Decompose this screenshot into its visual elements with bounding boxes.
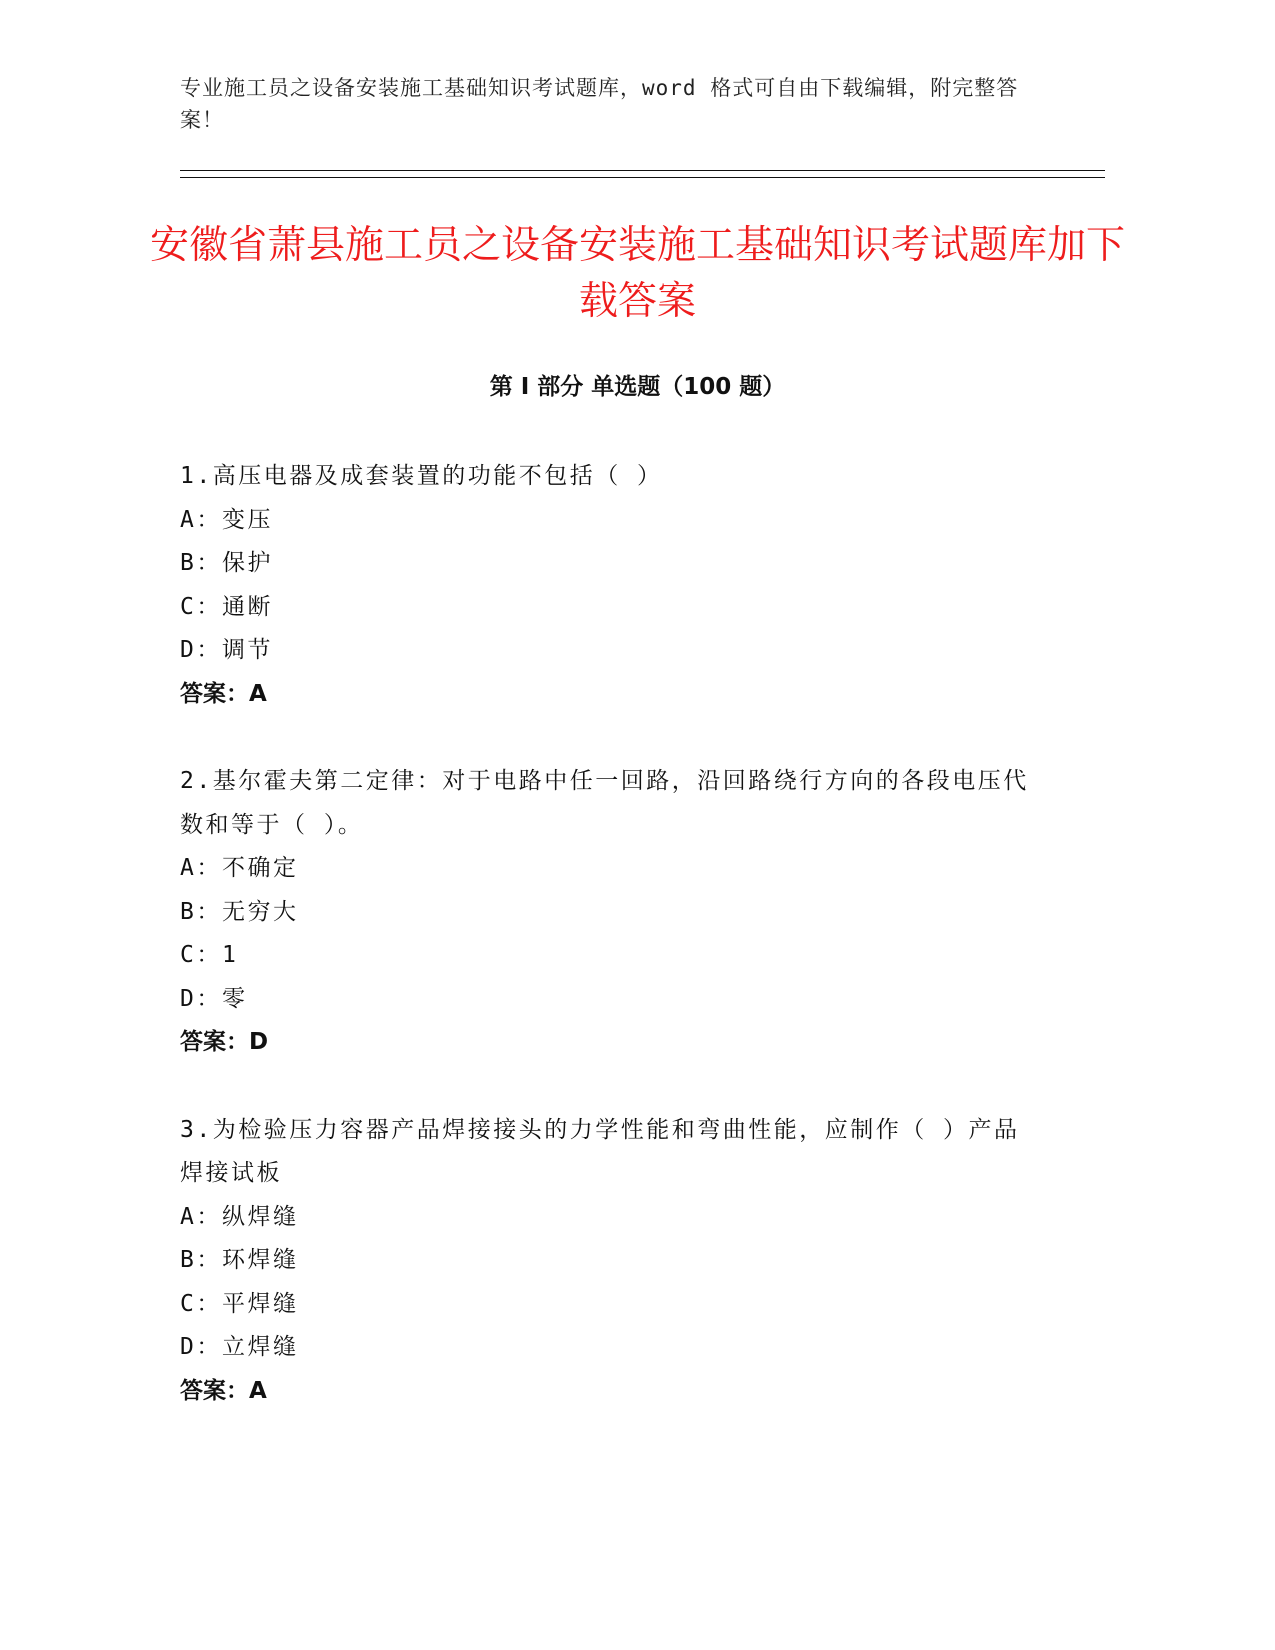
question-list bbox=[180, 455, 1030, 1457]
option-text: 变压 bbox=[222, 506, 273, 533]
option-b bbox=[180, 1239, 1030, 1283]
option-c bbox=[180, 1283, 1030, 1327]
option-d bbox=[180, 1326, 1030, 1370]
option-letter: A： bbox=[180, 1203, 222, 1230]
option-text: 零 bbox=[222, 985, 248, 1012]
option-letter: C： bbox=[180, 942, 222, 968]
question-stem: 3.为检验压力容器产品焊接接头的力学性能和弯曲性能，应制作（ ）产品焊接试板 bbox=[180, 1116, 1020, 1186]
question-2 bbox=[180, 760, 1030, 1065]
option-letter: A： bbox=[180, 855, 222, 881]
answer-line: 答案：D bbox=[180, 1029, 269, 1055]
option-d bbox=[180, 629, 1030, 673]
option-text: 环焊缝 bbox=[222, 1247, 299, 1273]
option-letter: B： bbox=[180, 1247, 222, 1273]
question-1 bbox=[180, 455, 1030, 716]
option-letter: C： bbox=[180, 1290, 222, 1317]
option-d bbox=[180, 978, 1030, 1022]
answer-line: 答案：A bbox=[180, 680, 267, 707]
option-letter: A： bbox=[180, 506, 222, 533]
question-stem: 2.基尔霍夫第二定律：对于电路中任一回路，沿回路绕行方向的各段电压代数和等于（ ）。 bbox=[180, 768, 1029, 838]
option-text: 保护 bbox=[222, 550, 273, 576]
option-c bbox=[180, 586, 1030, 630]
option-a bbox=[180, 1196, 1030, 1240]
option-text: 不确定 bbox=[222, 855, 299, 881]
option-c bbox=[180, 934, 1030, 978]
option-b bbox=[180, 542, 1030, 586]
option-text: 1 bbox=[222, 942, 239, 968]
option-text: 纵焊缝 bbox=[222, 1203, 299, 1230]
option-a bbox=[180, 499, 1030, 543]
option-a bbox=[180, 847, 1030, 891]
answer-line: 答案：A bbox=[180, 1377, 267, 1404]
option-letter: C： bbox=[180, 593, 222, 620]
option-text: 无穷大 bbox=[222, 898, 299, 925]
option-letter: B： bbox=[180, 898, 222, 925]
section-heading: 第 I 部分 单选题（100 题） bbox=[489, 374, 786, 400]
option-b bbox=[180, 891, 1030, 935]
header-note: 专业施工员之设备安装施工基础知识考试题库，word 格式可自由下载编辑，附完整答案！ bbox=[180, 76, 1019, 132]
option-letter: D： bbox=[180, 985, 222, 1012]
option-text: 调节 bbox=[222, 637, 273, 663]
header-divider bbox=[180, 170, 1105, 171]
document-title: 安徽省萧县施工员之设备安装施工基础知识考试题库加下载答案 bbox=[150, 223, 1126, 324]
option-text: 平焊缝 bbox=[222, 1290, 299, 1317]
option-text: 立焊缝 bbox=[222, 1334, 299, 1360]
question-3 bbox=[180, 1109, 1030, 1414]
option-letter: D： bbox=[180, 637, 222, 663]
option-text: 通断 bbox=[222, 593, 273, 620]
header-divider-secondary bbox=[180, 177, 1105, 178]
option-letter: B： bbox=[180, 550, 222, 576]
question-stem: 1.高压电器及成套装置的功能不包括（ ） bbox=[180, 463, 663, 489]
option-letter: D： bbox=[180, 1334, 222, 1360]
